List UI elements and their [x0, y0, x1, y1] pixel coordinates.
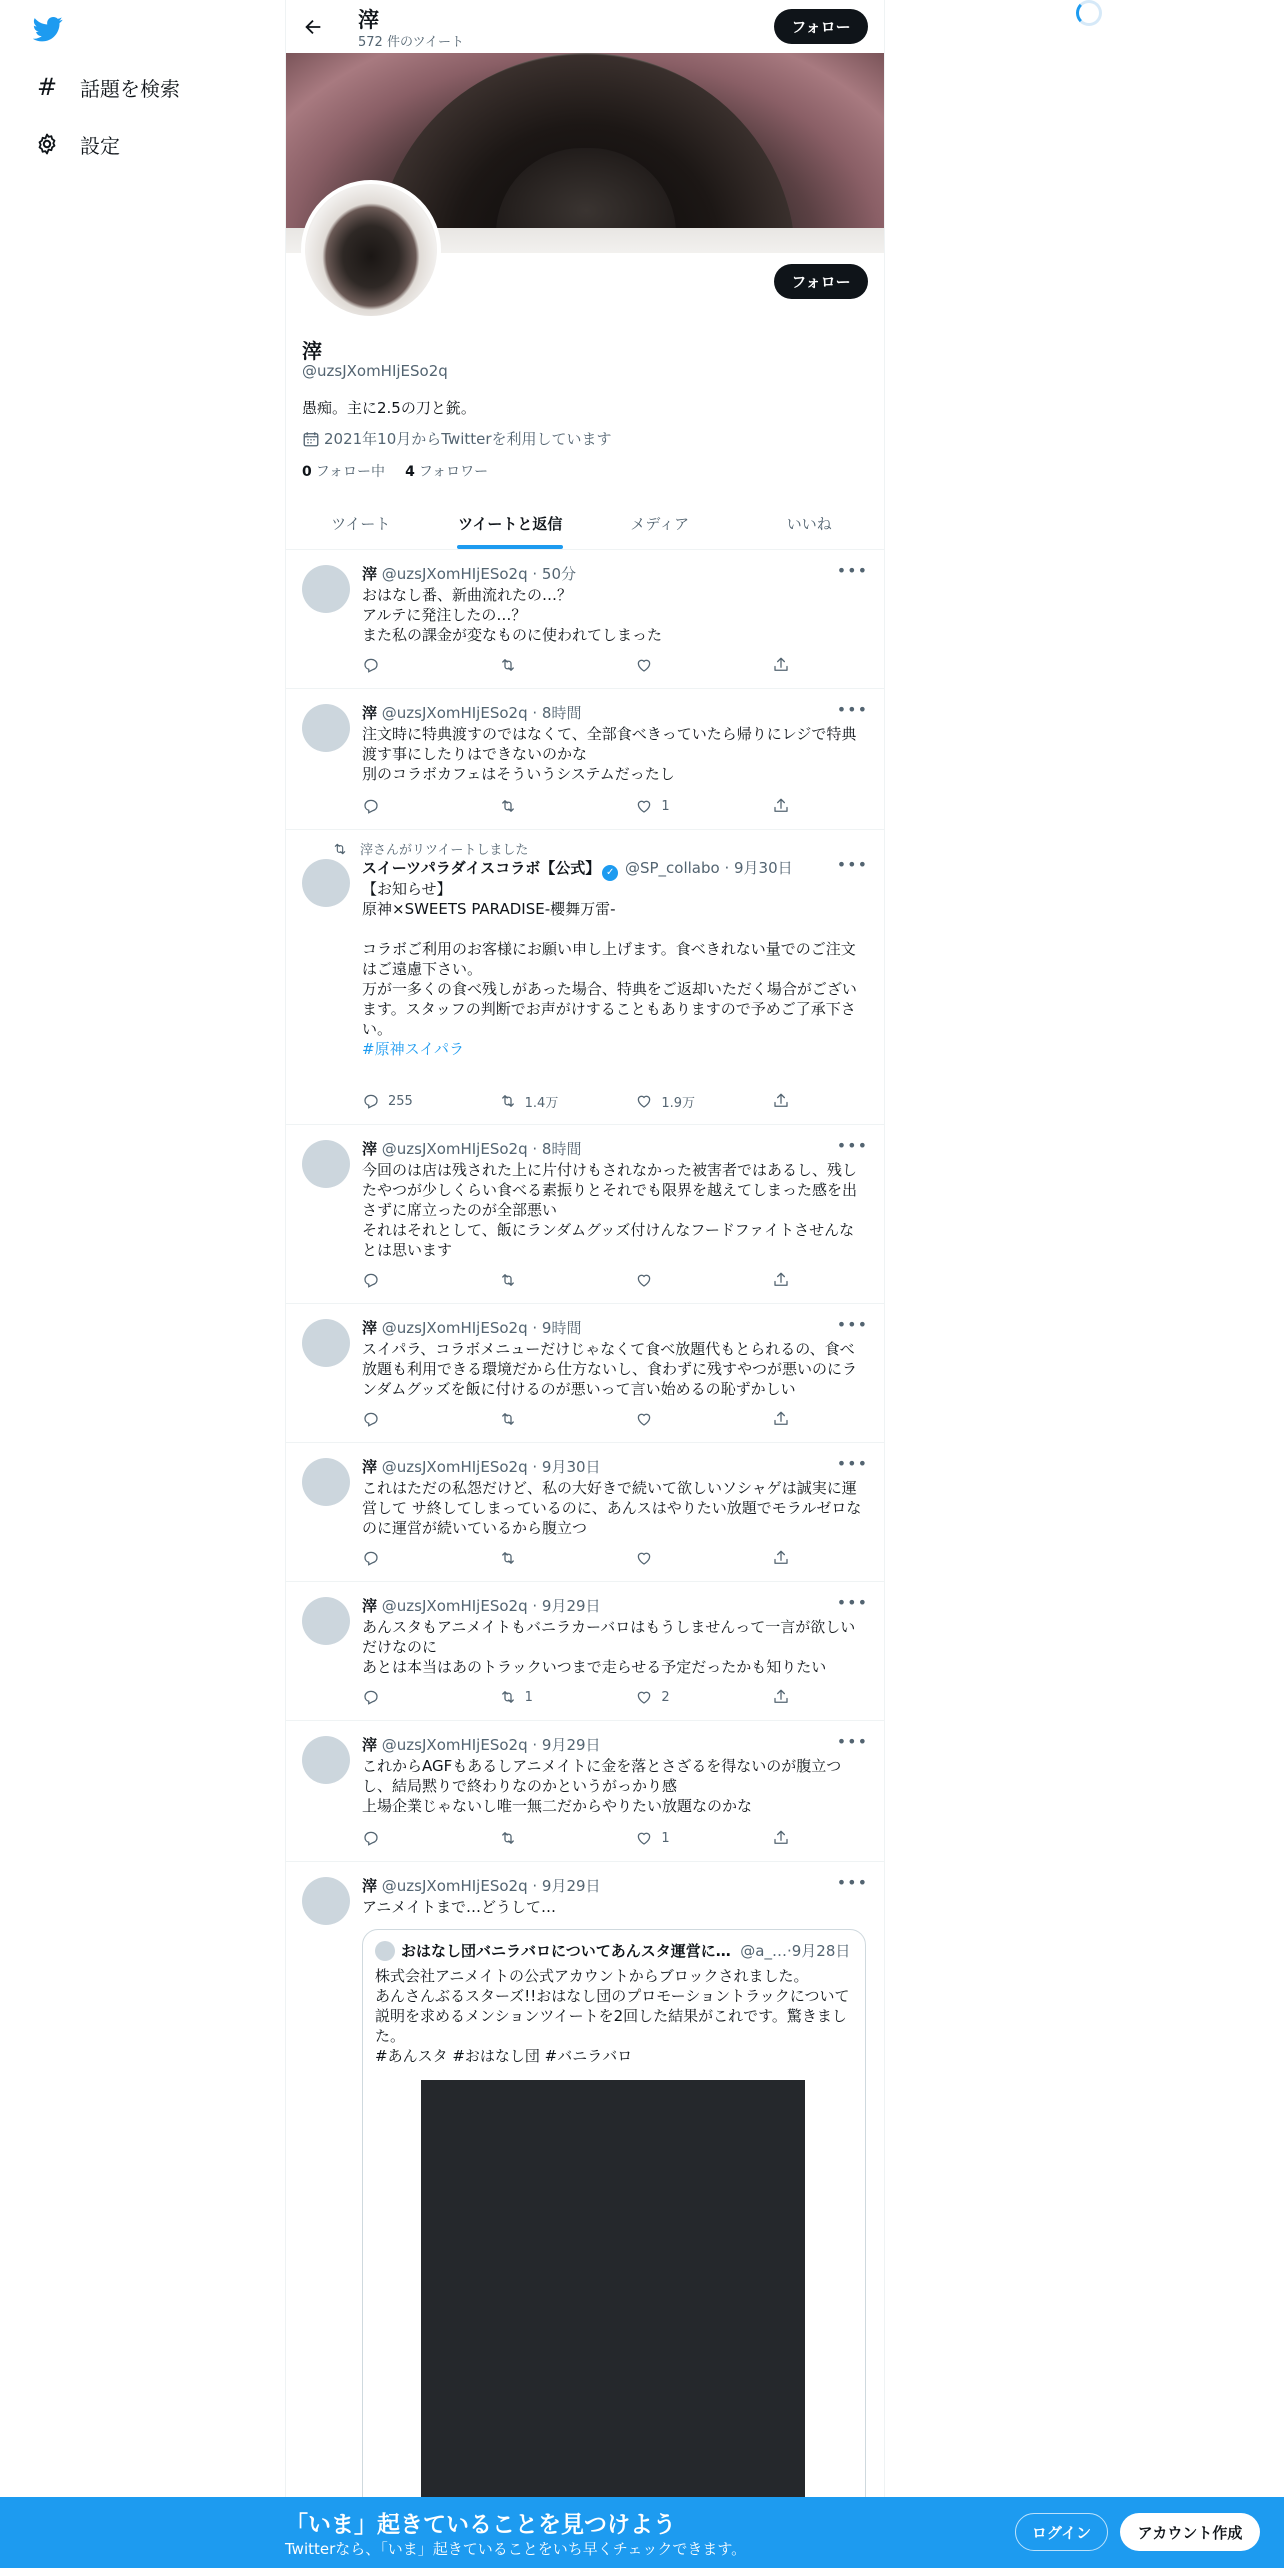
profile-column — [285, 0, 885, 2568]
author-handle[interactable]: @uzsJXomHIjESo2q — [381, 1140, 528, 1158]
back-arrow-icon[interactable] — [298, 12, 328, 42]
tweet-text: おはなし番、新曲流れたの…？ アルテに発注したの…？ また私の課金が変なものに使われてしまった — [362, 586, 663, 644]
profile-follow-button[interactable]: フォロー — [774, 264, 868, 299]
retweet-button[interactable] — [499, 1409, 609, 1429]
avatar[interactable] — [302, 859, 350, 907]
more-options-icon[interactable]: ••• — [836, 1593, 868, 1612]
like-button[interactable] — [635, 1828, 745, 1848]
retweet-button[interactable] — [499, 1270, 609, 1290]
separator-dot: · — [527, 1597, 542, 1615]
tweet-header — [362, 563, 576, 584]
separator-dot: · — [527, 1736, 542, 1754]
share-icon — [772, 1549, 790, 1567]
tweet-time[interactable]: 9月29日 — [541, 1736, 601, 1754]
author-handle[interactable]: @uzsJXomHIjESo2q — [381, 565, 528, 583]
tweet-header — [362, 702, 581, 723]
share-button[interactable] — [772, 1828, 802, 1848]
like-icon — [635, 1410, 653, 1428]
reply-icon — [362, 1410, 380, 1428]
quoted-tweet[interactable] — [362, 1929, 866, 2568]
reply-icon — [362, 1092, 380, 1110]
retweet-icon — [332, 841, 348, 857]
retweet-button[interactable] — [499, 1687, 609, 1707]
tweet-actions — [362, 1548, 802, 1568]
header-tweet-count: 572 件のツイート — [358, 35, 465, 50]
signup-prompt-bar — [0, 2497, 1284, 2568]
profile-name: 滓 — [302, 339, 322, 363]
author-name[interactable]: 滓 — [362, 1319, 378, 1337]
reply-count: 255 — [388, 1093, 413, 1109]
quoted-author-handle: @a_… — [740, 1941, 787, 1960]
tweet-time[interactable]: 9月30日 — [541, 1458, 601, 1476]
tweet-text: これはただの私怨だけど、私の大好きで続いて欲しいソシャゲは誠実に運営して サ終してしまっているのに、あんスはやりたい放題でモラルゼロなのに運営が続いているから腹立つ — [362, 1479, 862, 1537]
like-icon — [635, 656, 653, 674]
reply-icon — [362, 1549, 380, 1567]
tweet-header — [362, 1456, 601, 1477]
tweet-time[interactable]: 9月29日 — [541, 1597, 601, 1615]
verified-badge-icon: ✓ — [602, 865, 618, 881]
quoted-author-name: おはなし団バニラバロについてあんスタ運営に… — [401, 1942, 731, 1960]
retweet-button[interactable] — [499, 1548, 609, 1568]
retweet-count: 1 — [524, 1689, 533, 1705]
prompt-title: 「いま」起きていることを見つけよう — [285, 2512, 676, 2538]
author-handle[interactable]: @uzsJXomHIjESo2q — [381, 1319, 528, 1337]
following-link[interactable]: 0 フォロー中 — [302, 464, 386, 480]
header-profile-name: 滓 — [358, 8, 379, 32]
reply-button[interactable] — [362, 1409, 472, 1429]
like-count: 1 — [661, 1830, 670, 1846]
tweet[interactable] — [286, 690, 884, 830]
tab-tweets[interactable]: ツイート — [331, 514, 391, 533]
calendar-icon — [302, 430, 320, 448]
tweet-time[interactable]: 9時間 — [541, 1319, 582, 1337]
retweet-icon — [499, 1688, 517, 1706]
tweet[interactable] — [286, 551, 884, 689]
header-follow-button[interactable]: フォロー — [774, 9, 868, 44]
quoted-avatar — [375, 1941, 395, 1961]
avatar[interactable] — [302, 1736, 350, 1784]
author-name[interactable]: 滓 — [362, 1877, 378, 1895]
retweet-icon — [499, 1092, 517, 1110]
separator-dot: · — [786, 1941, 792, 1960]
sidebar-item-label: 設定 — [80, 133, 120, 158]
author-name[interactable]: 滓 — [362, 1458, 378, 1476]
like-icon — [635, 797, 653, 815]
like-icon — [635, 1688, 653, 1706]
author-handle[interactable]: @SP_collabo — [624, 859, 720, 877]
gear-icon — [34, 131, 60, 157]
tweet-time[interactable]: 8時間 — [541, 1140, 582, 1158]
retweet-icon — [499, 656, 517, 674]
more-options-icon[interactable]: ••• — [836, 561, 868, 580]
more-options-icon[interactable]: ••• — [836, 1136, 868, 1155]
retweet-note-text: 滓さんがリツイートしました — [360, 843, 529, 858]
hashtag-link[interactable]: #原神スイパラ — [362, 1040, 464, 1058]
separator-dot: · — [527, 565, 542, 583]
tweet-text: 注文時に特典渡すのではなくて、全部食べきっていたら帰りにレジで特典渡す事にしたりはできないのかな 別のコラボカフェはそういうシステムだったし — [362, 725, 857, 783]
retweet-button[interactable] — [499, 1091, 609, 1111]
more-options-icon[interactable]: ••• — [836, 700, 868, 719]
share-button[interactable] — [772, 1687, 802, 1707]
author-name[interactable]: 滓 — [362, 1140, 378, 1158]
avatar[interactable] — [302, 1597, 350, 1645]
share-icon — [772, 797, 790, 815]
separator-dot: · — [527, 704, 542, 722]
profile-avatar[interactable] — [301, 180, 441, 320]
tweet[interactable] — [286, 1583, 884, 1721]
more-options-icon[interactable]: ••• — [836, 1732, 868, 1751]
separator-dot: · — [527, 1877, 542, 1895]
tweet-text: スイパラ、コラボメニューだけじゃなくて食べ放題代もとられるの、食べ放題も利用できる環境だから仕方ないし、食わずに残すやつが悪いのにランダムグッズを飯に付けるのが悪いって言い始めるの恥ずかしい — [362, 1340, 858, 1398]
tweet[interactable] — [286, 831, 884, 1125]
retweet-icon — [499, 1549, 517, 1567]
sidebar-item-label: 話題を検索 — [80, 76, 180, 101]
tweet-actions — [362, 655, 802, 675]
author-name[interactable]: スイーツパラダイスコラボ【公式】 — [362, 859, 601, 877]
hashtag-icon: # — [36, 73, 58, 101]
tweet-actions — [362, 796, 802, 816]
tweet-header — [362, 857, 793, 881]
avatar[interactable] — [302, 1319, 350, 1367]
share-icon — [772, 1410, 790, 1428]
reply-button[interactable] — [362, 1687, 472, 1707]
author-name[interactable]: 滓 — [362, 565, 378, 583]
profile-bio: 愚痴。主に2.5の刀と銃。 — [302, 399, 476, 417]
share-button[interactable] — [772, 1091, 802, 1111]
retweet-count: 1.4万 — [524, 1095, 559, 1111]
tweet-actions — [362, 1270, 802, 1290]
tweet[interactable] — [286, 1863, 884, 2567]
more-options-icon[interactable]: ••• — [836, 1873, 868, 1892]
tweet-text: あんスタもアニメイトもバニラカーバロはもうしませんって一言が欲しいだけなのに あとは本当はあのトラックいつまで走らせる予定だったかも知りたい — [362, 1618, 856, 1676]
like-button[interactable] — [635, 1091, 745, 1111]
sidebar-item-explore[interactable] — [34, 67, 180, 107]
more-options-icon[interactable]: ••• — [836, 1315, 868, 1334]
twitter-logo-icon[interactable] — [33, 14, 63, 44]
like-count: 1.9万 — [661, 1095, 695, 1111]
tweet-text: 【お知らせ】 原神×SWEETS PARADISE-櫻舞万雷- コラボご利用のお客様にお願い申し上げます。食べきれない量でのご注文はご遠慮下さい。 万が一多くの食べ残しがあった場合、特典をご返却いただく場合がございます。スタッフの判断でお声がけすることもありますので予めご了承下さい。 — [362, 880, 857, 1038]
like-count: 2 — [661, 1689, 670, 1705]
tab-tweets-and-replies[interactable]: ツイートと返信 — [436, 497, 586, 549]
sidebar — [0, 0, 285, 2568]
reply-button[interactable] — [362, 796, 472, 816]
retweet-button[interactable] — [499, 796, 609, 816]
separator-dot: · — [719, 859, 735, 877]
retweet-icon — [499, 1410, 517, 1428]
more-options-icon[interactable]: ••• — [836, 1454, 868, 1473]
profile-joined-date: 2021年10月からTwitterを利用しています — [302, 428, 612, 449]
avatar[interactable] — [302, 704, 350, 752]
share-icon — [772, 656, 790, 674]
author-handle[interactable]: @uzsJXomHIjESo2q — [381, 1458, 528, 1476]
like-icon — [635, 1829, 653, 1847]
tweet-text: これからAGFもあるしアニメイトに金を落とさざるを得ないのが腹立つし、結局黙りで終わりなのかというがっかり感 上場企業じゃないし唯一無二だからやりたい放題なのかな — [362, 1757, 842, 1815]
tweet-time[interactable]: 50分 — [541, 565, 576, 583]
reply-icon — [362, 656, 380, 674]
like-button[interactable] — [635, 1687, 745, 1707]
reply-icon — [362, 1829, 380, 1847]
avatar[interactable] — [302, 1877, 350, 1925]
like-button[interactable] — [635, 796, 745, 816]
profile-tabs — [286, 497, 884, 550]
like-button[interactable] — [635, 1270, 745, 1290]
author-handle[interactable]: @uzsJXomHIjESo2q — [381, 704, 528, 722]
tweet-actions — [362, 1687, 802, 1707]
reply-button[interactable] — [362, 655, 472, 675]
retweet-icon — [499, 1829, 517, 1847]
avatar[interactable] — [302, 565, 350, 613]
share-icon — [772, 1829, 790, 1847]
retweet-icon — [499, 1271, 517, 1289]
share-icon — [772, 1688, 790, 1706]
profile-header — [286, 0, 884, 53]
like-icon — [635, 1549, 653, 1567]
author-handle[interactable]: @uzsJXomHIjESo2q — [381, 1597, 528, 1615]
tweet-actions — [362, 1828, 802, 1848]
author-name[interactable]: 滓 — [362, 1597, 378, 1615]
tab-media[interactable]: メディア — [630, 514, 690, 533]
share-button[interactable] — [772, 1548, 802, 1568]
tweet-header — [362, 1875, 601, 1896]
reply-button[interactable] — [362, 1828, 472, 1848]
tweet[interactable] — [286, 1126, 884, 1304]
quoted-media-image[interactable] — [421, 2080, 805, 2530]
followers-link[interactable]: 4 フォロワー — [405, 464, 489, 480]
quoted-time: 9月28日 — [791, 1942, 851, 1960]
tweet[interactable] — [286, 1722, 884, 1862]
share-button[interactable] — [772, 796, 802, 816]
quoted-tweet-header — [375, 1940, 855, 1961]
reply-icon — [362, 797, 380, 815]
retweet-icon — [499, 797, 517, 815]
profile-stats — [302, 461, 488, 481]
like-button[interactable] — [635, 655, 745, 675]
retweet-button[interactable] — [499, 1828, 609, 1848]
avatar[interactable] — [302, 1458, 350, 1506]
tweet-header — [362, 1317, 581, 1338]
tweet-text: 今回のは店は残された上に片付けもされなかった被害者ではあるし、残したやつが少しくらい食べる素振りとそれでも限界を越えてしまった感を出さずに席立ったのが全部悪い それはそれとして、飯にランダムグッズ付けんなフードファイトさせんなとは思います — [362, 1161, 858, 1259]
tweet-actions — [362, 1409, 802, 1429]
share-icon — [772, 1092, 790, 1110]
author-name[interactable]: 滓 — [362, 1736, 378, 1754]
separator-dot: · — [527, 1319, 542, 1337]
tweet-time[interactable]: 8時間 — [541, 704, 582, 722]
reply-icon — [362, 1688, 380, 1706]
retweet-note — [332, 839, 528, 858]
share-button[interactable] — [772, 655, 802, 675]
author-name[interactable]: 滓 — [362, 704, 378, 722]
reply-button[interactable] — [362, 1091, 472, 1111]
tweet-header — [362, 1734, 601, 1755]
retweet-button[interactable] — [499, 655, 609, 675]
share-button[interactable] — [772, 1270, 802, 1290]
like-icon — [635, 1271, 653, 1289]
author-handle[interactable]: @uzsJXomHIjESo2q — [381, 1736, 528, 1754]
tweet-text: アニメイトまで…どうして… — [362, 1898, 556, 1916]
like-button[interactable] — [635, 1548, 745, 1568]
reply-icon — [362, 1271, 380, 1289]
separator-dot: · — [527, 1140, 542, 1158]
login-button[interactable]: ログイン — [1015, 2513, 1108, 2551]
sidebar-item-settings[interactable] — [34, 124, 120, 164]
tweet[interactable] — [286, 1444, 884, 1582]
tweet-header — [362, 1595, 601, 1616]
like-icon — [635, 1092, 653, 1110]
share-icon — [772, 1271, 790, 1289]
more-options-icon[interactable]: ••• — [836, 855, 868, 874]
prompt-subtitle: Twitterなら、「いま」起きていることをいち早くチェックできます。 — [285, 2540, 747, 2558]
loading-spinner-icon — [1076, 0, 1102, 26]
tweet-time[interactable]: 9月30日 — [734, 859, 793, 877]
like-count: 1 — [661, 798, 670, 814]
reply-button[interactable] — [362, 1548, 472, 1568]
tweet[interactable] — [286, 1305, 884, 1443]
quoted-tweet-text: 株式会社アニメイトの公式アカウントからブロックされました。 あんさんぶるスターズ!!おはなし団のプロモーショントラックについて説明を求めるメンションツイートを2回した結果がこれです。驚きました。 #あんスタ #おはなし団 #バニラバロ — [375, 1967, 850, 2065]
tweet-time[interactable]: 9月29日 — [541, 1877, 601, 1895]
avatar[interactable] — [302, 1140, 350, 1188]
reply-button[interactable] — [362, 1270, 472, 1290]
tweet-header — [362, 1138, 581, 1159]
profile-handle: @uzsJXomHIjESo2q — [302, 362, 448, 380]
tab-likes[interactable]: いいね — [786, 514, 832, 533]
like-button[interactable] — [635, 1409, 745, 1429]
separator-dot: · — [527, 1458, 542, 1476]
share-button[interactable] — [772, 1409, 802, 1429]
tweet-actions — [362, 1091, 802, 1111]
author-handle[interactable]: @uzsJXomHIjESo2q — [381, 1877, 528, 1895]
signup-button[interactable]: アカウント作成 — [1120, 2513, 1260, 2551]
